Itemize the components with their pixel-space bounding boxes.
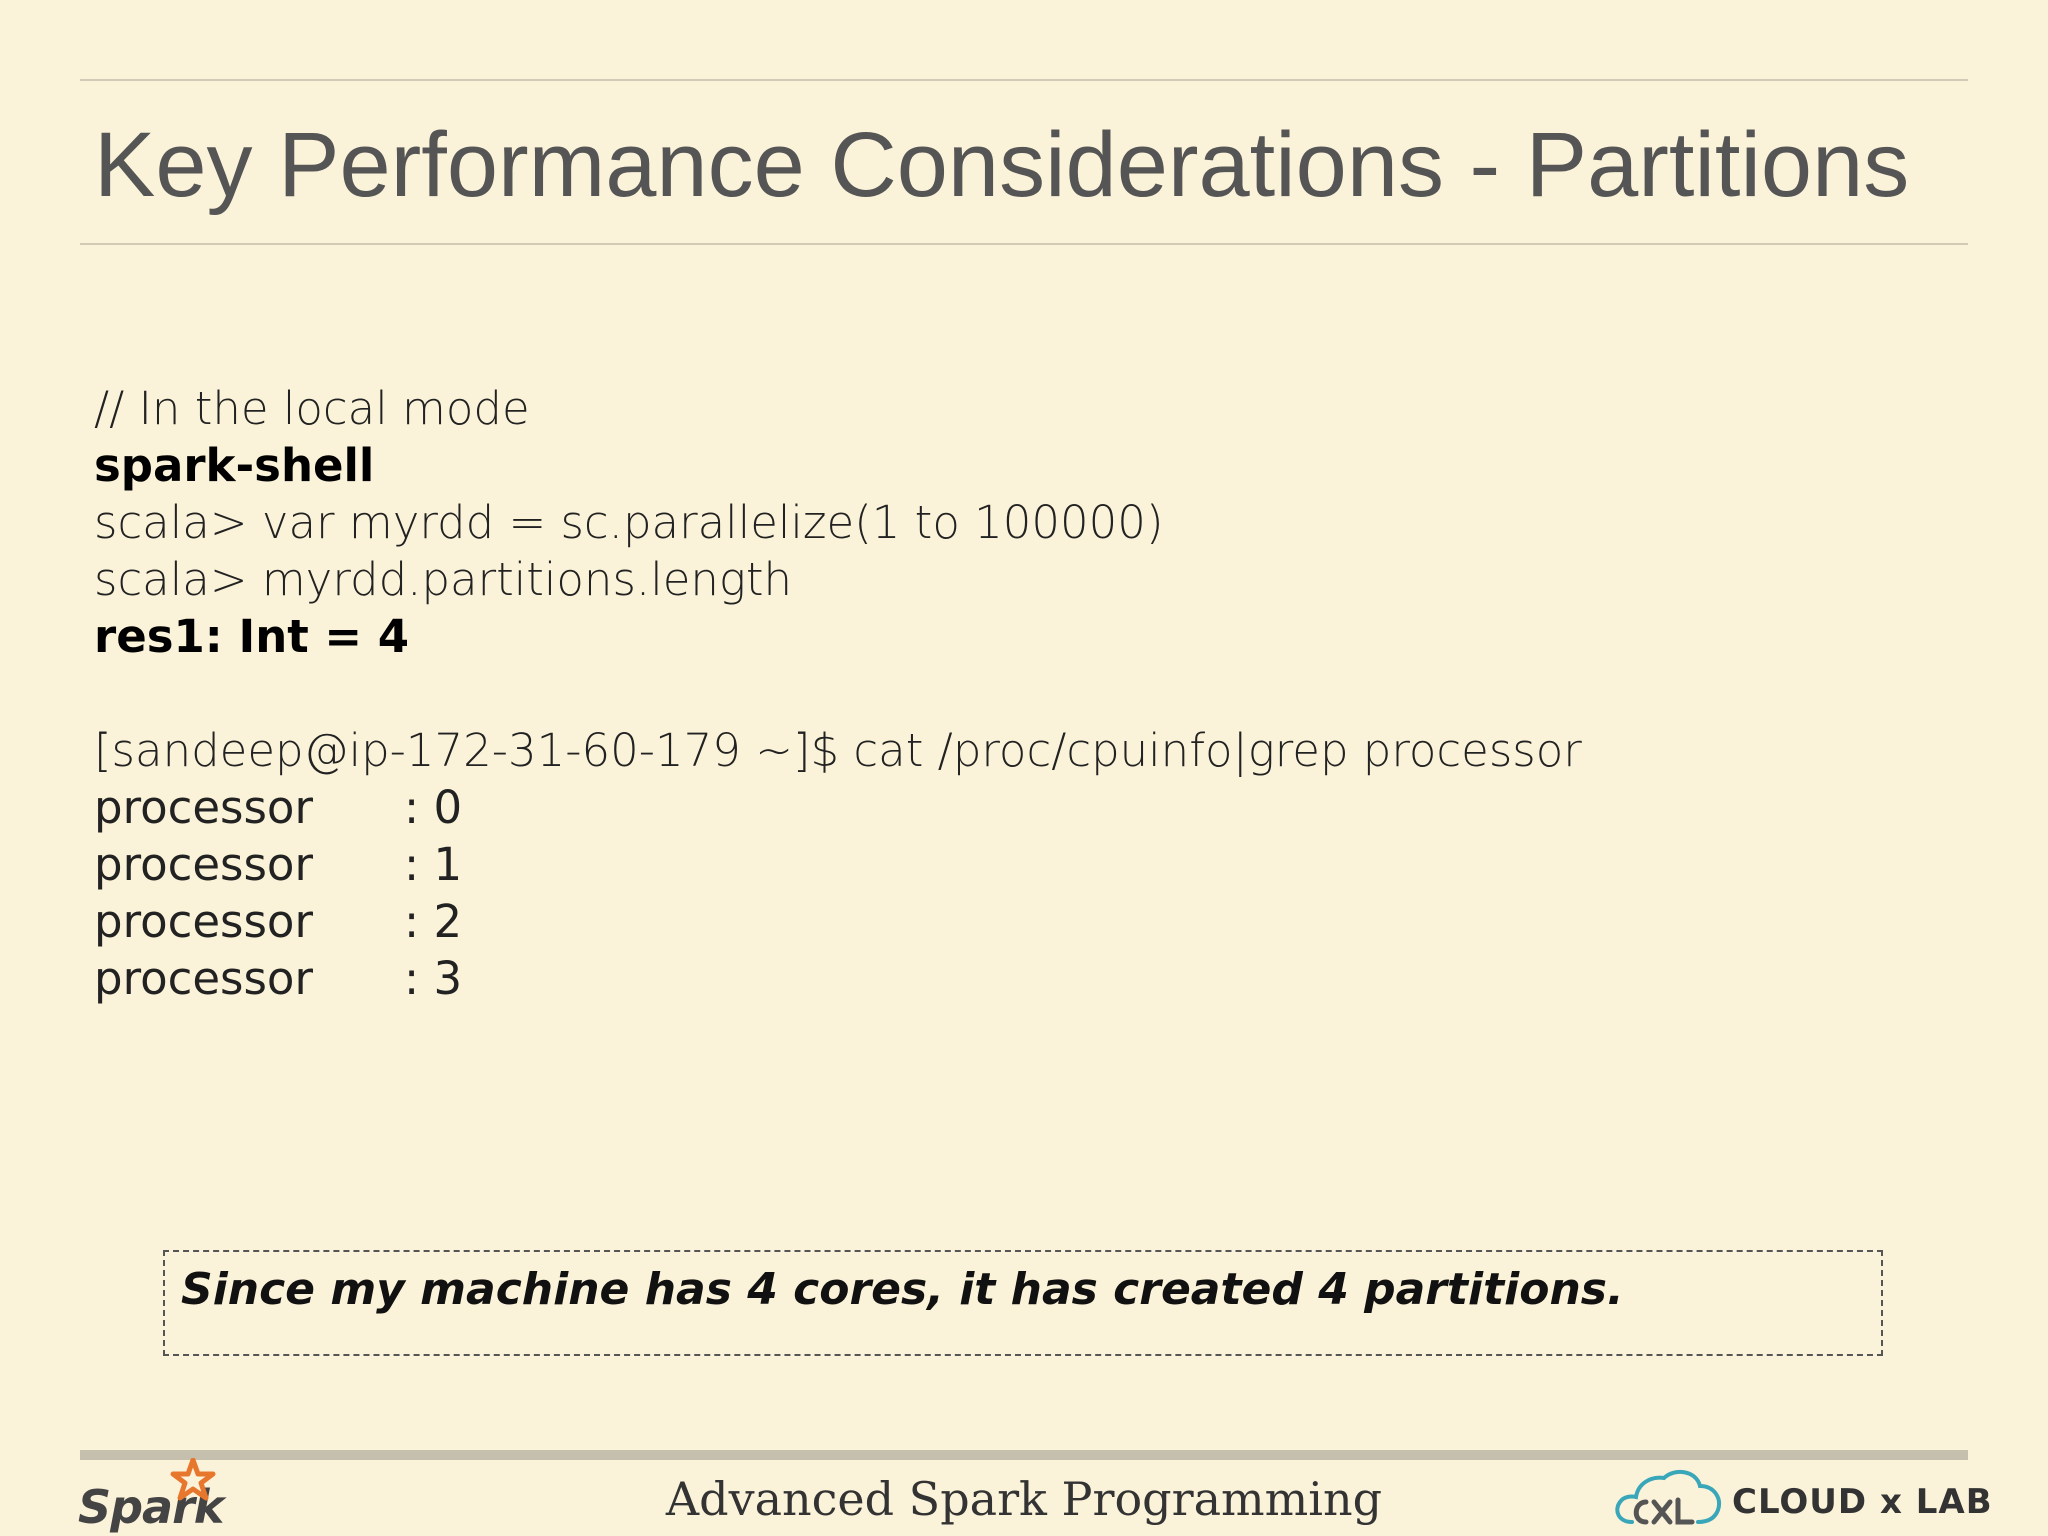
code-comment: // In the local mode — [94, 382, 530, 435]
code-command: spark-shell — [94, 439, 375, 492]
code-block — [94, 380, 1794, 1007]
processor-key: processor — [94, 781, 313, 834]
code-result: res1: Int = 4 — [94, 610, 410, 663]
processor-value: : 0 — [404, 781, 463, 834]
cloud-icon — [1610, 1466, 1726, 1530]
code-line-parallelize: scala> var myrdd = sc.parallelize(1 to 100000) — [94, 496, 1164, 549]
title-rule — [80, 243, 1968, 245]
callout-text: Since my machine has 4 cores, it has created 4 partitions. — [181, 1264, 1624, 1315]
processor-row — [94, 779, 1794, 836]
callout-box — [163, 1250, 1883, 1356]
slide-title: Key Performance Considerations - Partitions — [94, 114, 1910, 216]
code-line-partitions: scala> myrdd.partitions.length — [94, 553, 793, 606]
processor-key: processor — [94, 895, 313, 948]
code-blank-line — [94, 665, 1794, 722]
cloudxlab-logo-text: CLOUD x LAB — [1732, 1482, 1993, 1522]
processor-row — [94, 950, 1794, 1007]
top-rule — [80, 79, 1968, 81]
processor-row — [94, 893, 1794, 950]
processor-row — [94, 836, 1794, 893]
processor-key: processor — [94, 952, 313, 1005]
processor-key: processor — [94, 838, 313, 891]
cloudxlab-logo — [1610, 1466, 1993, 1532]
footer-bar — [80, 1450, 1968, 1460]
processor-value: : 2 — [404, 895, 463, 948]
footer-title: Advanced Spark Programming — [665, 1472, 1383, 1526]
processor-value: : 3 — [404, 952, 463, 1005]
shell-command: [sandeep@ip-172-31-60-179 ~]$ cat /proc/cpuinfo|grep processor — [94, 724, 1582, 777]
processor-value: : 1 — [404, 838, 463, 891]
spark-logo-text: Spark — [78, 1480, 224, 1534]
